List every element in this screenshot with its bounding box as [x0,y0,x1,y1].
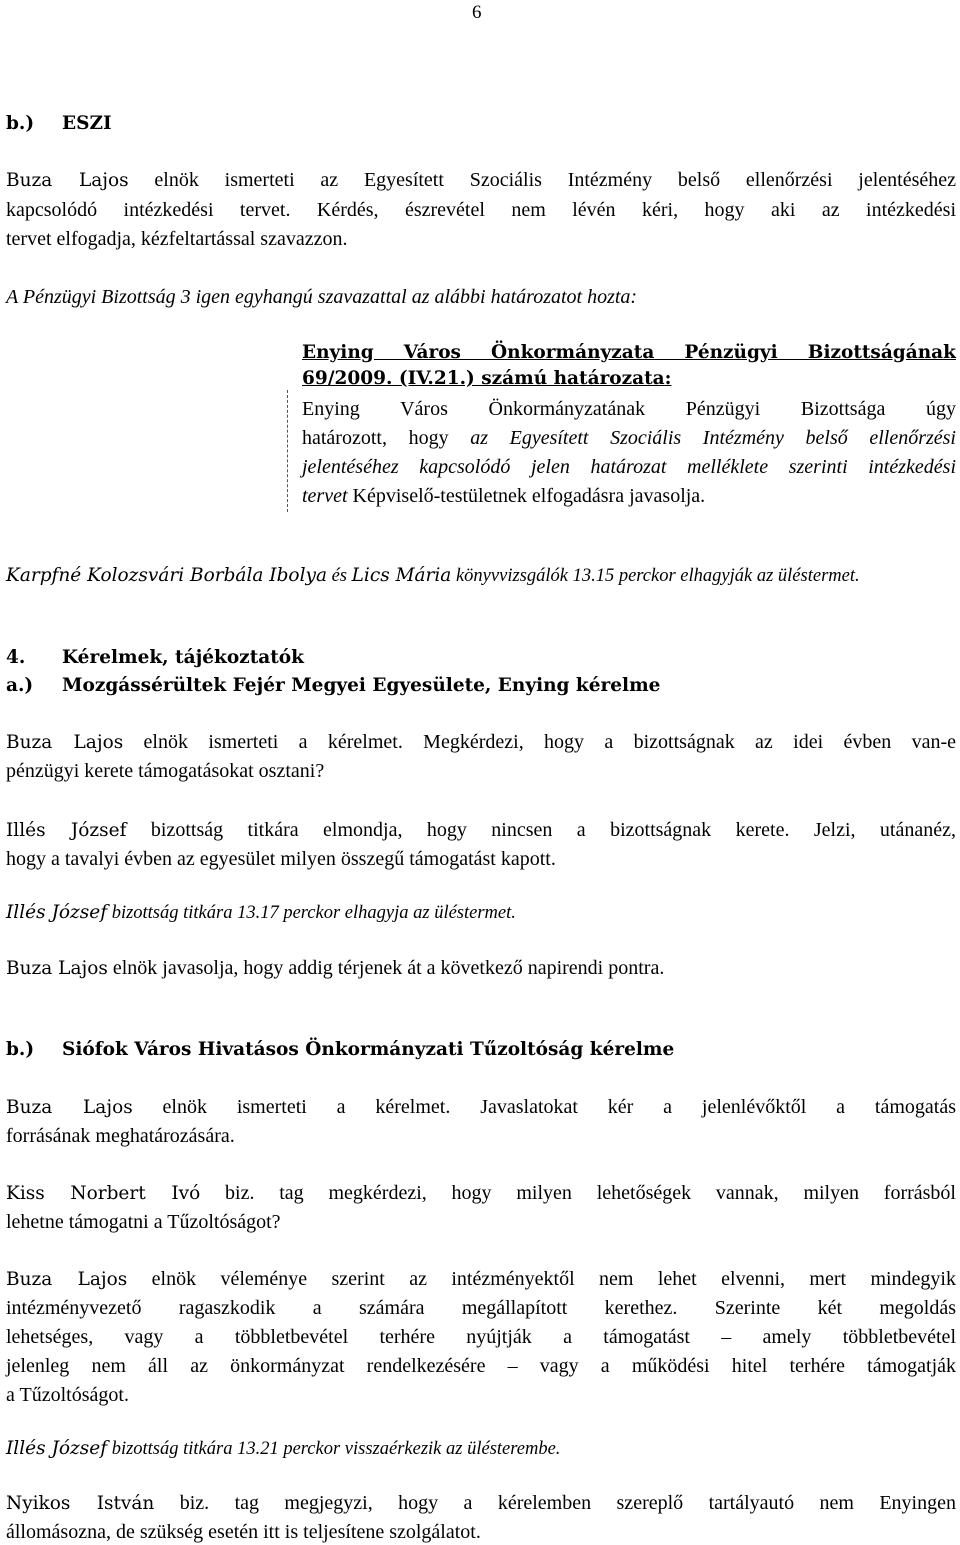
resolution-line: Enying Város Önkormányzatának Pénzügyi Bizottsága úgy [302,398,956,420]
paragraph-line: kapcsolódó intézkedési tervet. Kérdés, észrevétel nem lévén kéri, hogy aki az intézkedési [6,199,956,221]
paragraph-line: pénzügyi kerete támogatásokat osztani? [6,760,325,782]
subsection-title: Mozgássérültek Fejér Megyei Egyesülete, Enying kérelme [62,675,661,696]
section-number: 4. [6,647,26,668]
paragraph-line: Nyikos István biz. tag megjegyzi, hogy a kérelemben szereplő tartályautó nem Enyingen [6,1492,956,1514]
attendance-note: Karpfné Kolozsvári Borbála Ibolya és Lics Mária könyvvizsgálók 13.15 perckor elhagyják az üléstermet. [6,565,860,586]
paragraph-line: intézményvezető ragaszkodik a számára megállapított kerethez. Szerinte két megoldás [6,1297,956,1319]
paragraph-line: jelenleg nem áll az önkormányzat rendelkezésére – vagy a működési hitel terhére támogatják [6,1355,956,1377]
paragraph-line: Illés József bizottság titkára elmondja, hogy nincsen a bizottságnak kerete. Jelzi, utánanéz, [6,819,956,841]
paragraph-line: tervet elfogadja, kézfeltartással szavazzon. [6,228,348,250]
speaker-name: Buza Lajos [6,170,129,191]
attendance-note: Illés József bizottság titkára 13.17 perckor elhagyja az üléstermet. [6,902,516,923]
paragraph-line: forrásának meghatározására. [6,1125,235,1147]
section-title: ESZI [62,113,112,134]
paragraph-line: lehetséges, vagy a többletbevétel terhére nyújtják a támogatást – amely többletbevétel [6,1326,956,1348]
paragraph-line: hogy a tavalyi évben az egyesület milyen összegű támogatást kapott. [6,848,556,870]
resolution-line: jelentéséhez kapcsolódó jelen határozat melléklete szerinti intézkedési [302,456,956,478]
subsection-title: Siófok Város Hivatásos Önkormányzati Tűzoltóság kérelme [62,1039,675,1060]
resolution-margin-line [287,390,288,512]
vote-statement: A Pénzügyi Bizottság 3 igen egyhangú szavazattal az alábbi határozatot hozta: [6,286,638,308]
paragraph-line: Buza Lajos elnök ismerteti a kérelmet. Javaslatokat kér a jelenlévőktől a támogatás [6,1096,956,1118]
paragraph-line: Buza Lajos elnök javasolja, hogy addig térjenek át a következő napirendi pontra. [6,957,665,979]
attendance-note: Illés József bizottság titkára 13.21 perckor visszaérkezik az ülésterembe. [6,1438,561,1459]
subsection-label: b.) [6,1039,35,1060]
paragraph-line: a Tűzoltóságot. [6,1384,129,1406]
paragraph-line: Buza Lajos elnök véleménye szerint az intézményektől nem lehet elvenni, mert mindegyik [6,1268,956,1290]
resolution-number: 69/2009. (IV.21.) számú határozata: [302,368,672,389]
paragraph-line: Buza Lajos elnök ismerteti az Egyesített Szociális Intézmény belső ellenőrzési jelentéséhez [6,169,956,191]
subsection-label: a.) [6,675,34,696]
paragraph-line: Kiss Norbert Ivó biz. tag megkérdezi, hogy milyen lehetőségek vannak, milyen forrásból [6,1182,956,1204]
paragraph-line: Buza Lajos elnök ismerteti a kérelmet. Megkérdezi, hogy a bizottságnak az idei évben van-e [6,731,956,753]
paragraph-line: lehetne támogatni a Tűzoltóságot? [6,1211,281,1233]
paragraph-line: állomásozna, de szükség esetén itt is teljesítene szolgálatot. [6,1521,481,1543]
resolution-line: tervet Képviselő-testületnek elfogadásra javasolja. [302,485,706,507]
page-number: 6 [472,2,482,23]
section-title: Kérelmek, tájékoztatók [62,647,304,668]
resolution-heading: Enying Város Önkormányzata Pénzügyi Bizottságának [302,342,956,363]
resolution-line: határozott, hogy az Egyesített Szociális Intézmény belső ellenőrzési [302,427,956,449]
section-label: b.) [6,113,35,134]
